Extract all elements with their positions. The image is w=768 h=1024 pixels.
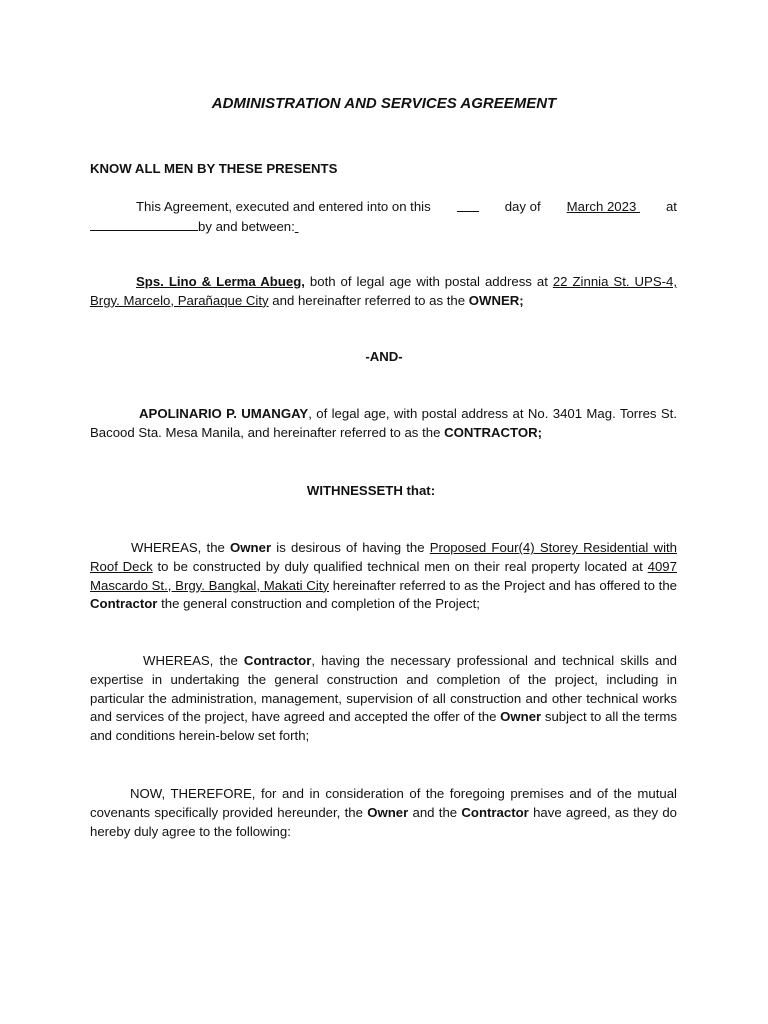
contractor-role: CONTRACTOR; bbox=[444, 424, 542, 440]
document-title: ADMINISTRATION AND SERVICES AGREEMENT bbox=[211, 95, 557, 112]
and-separator: -AND- bbox=[365, 349, 403, 364]
intro-line-1: This Agreement, executed and entered into on this day of March 2023 at bbox=[136, 199, 677, 214]
project-name: Proposed Four(4) Storey Residential with Roof Deck bbox=[90, 540, 677, 574]
owner-name: Sps. Lino & Lerma Abueg, bbox=[136, 274, 305, 289]
owner-role: OWNER; bbox=[468, 292, 524, 308]
day-blank bbox=[457, 198, 479, 212]
month-year: March 2023 bbox=[566, 199, 637, 214]
whereas-contractor-paragraph: WHEREAS, the Contractor, having the necessary professional and technical skills and expertise in undertaking the general construction and completion of the project, including in particular the administration, management, supervision of all construction and other technical works and services of the project, have agreed and accepted the offer of the Owner subject to all the terms and conditions herein-below set forth; bbox=[90, 653, 677, 744]
owner-address: 22 Zinnia St. UPS-4, Brgy. Marcelo, Parañaque City bbox=[90, 274, 678, 308]
contractor-paragraph: APOLINARIO P. UMANGAY, of legal age, with postal address at No. 3401 Mag. Torres St. Bacood Sta. Mesa Manila, and hereinafter referred to as the CONTRACTOR; bbox=[90, 406, 678, 440]
contractor-name: APOLINARIO P. UMANGAY bbox=[139, 406, 309, 421]
whereas-owner-paragraph: WHEREAS, the Owner is desirous of having the Proposed Four(4) Storey Residential with Roof Deck to be constructed by duly qualified technical men on their real property located at 4097 Mascardo St., Brgy. Bangkal, Makati City hereinafter referred to as the Project and has offered to the Contractor the general construction and completion of the Project; bbox=[90, 540, 677, 612]
preamble: KNOW ALL MEN BY THESE PRESENTS bbox=[90, 161, 338, 176]
place-blank bbox=[90, 217, 198, 231]
intro-line-2: by and between: bbox=[90, 217, 677, 237]
therefore-paragraph: NOW, THEREFORE, for and in consideration of the foregoing premises and of the mutual covenants specifically provided hereunder, the Owner and the Contractor have agreed, as they do hereby duly agree to the following: bbox=[90, 786, 677, 839]
project-location: 4097 Mascardo St., Brgy. Bangkal, Makati City bbox=[90, 558, 677, 593]
intro-paragraph bbox=[90, 198, 677, 237]
witnesseth-heading: WITHNESSETH that: bbox=[306, 483, 436, 498]
owner-paragraph: Sps. Lino & Lerma Abueg, both of legal age with postal address at 22 Zinnia St. UPS-4, Brgy. Marcelo, Parañaque City and hereinafter referred to as the OWNER; bbox=[90, 274, 678, 308]
